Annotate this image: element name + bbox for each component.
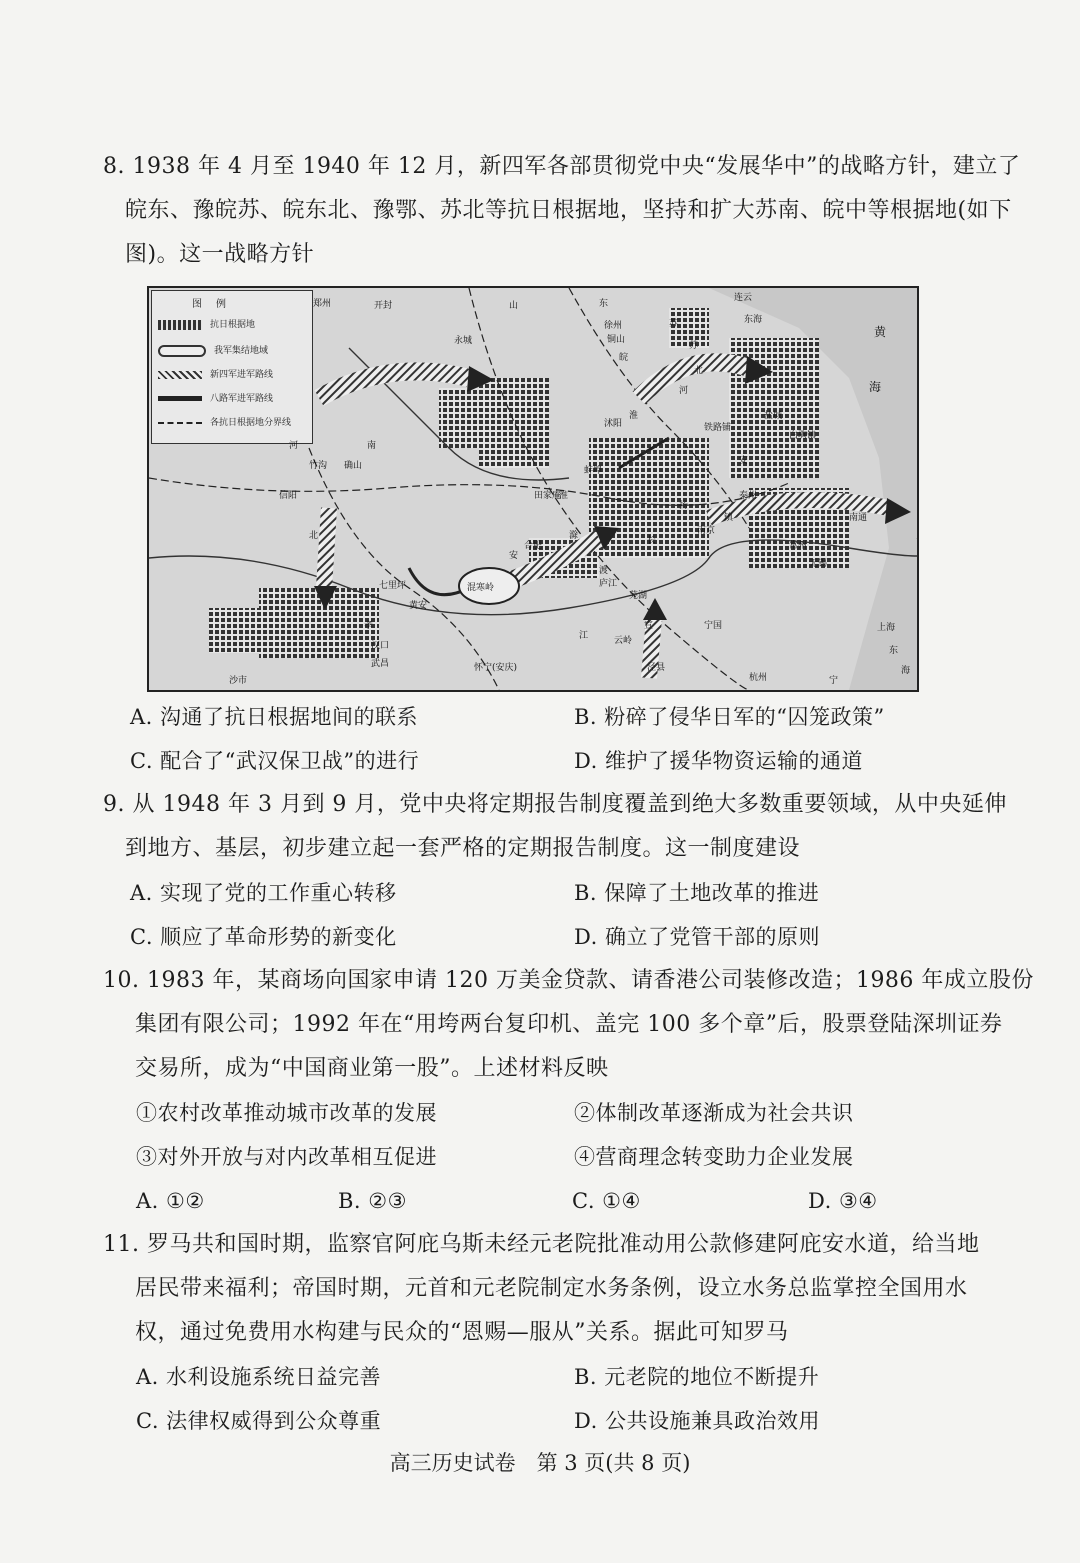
map-place-label: 苏: [689, 341, 699, 351]
map-place-label: 武昌: [371, 659, 390, 669]
q10-option-c: C. ①④: [572, 1189, 641, 1213]
map-place-label: 庐江: [599, 579, 618, 589]
legend-dashed-swatch: [158, 422, 202, 424]
q11-stem-line2: 居民带来福利；帝国时期，元首和元老院制定水务条例，设立水务总监掌控全国用水: [135, 1276, 968, 1301]
map-place-label: 徐州: [604, 321, 623, 331]
map-place-label: 开封: [374, 301, 393, 311]
legend-row-assembly: [158, 343, 268, 357]
q8-stem-line2: 皖东、豫皖苏、皖东北、豫鄂、苏北等抗日根据地，坚持和扩大苏南、皖中等根据地(如下: [125, 198, 1012, 223]
q10-stem-line1: 10. 1983 年，某商场向国家申请 120 万美金贷款、请香港公司装修改造；1986 年成立股份: [103, 968, 1034, 993]
map-place-label: 杭州: [749, 673, 768, 683]
map-place-label: 山: [509, 301, 519, 311]
map-place-label: 河: [289, 441, 299, 451]
map-place-label: 宁国: [704, 621, 723, 631]
map-place-label: 滁: [569, 531, 579, 541]
q9-option-a: A. 实现了党的工作重心转移: [130, 881, 397, 905]
map-place-label: 长: [647, 536, 657, 546]
map-place-label: 确山: [344, 461, 363, 471]
map-place-label: 东: [889, 646, 899, 656]
q9-option-b: B. 保障了土地改革的推进: [574, 881, 820, 905]
base-area: [439, 388, 489, 448]
map-place-label: 上海: [877, 623, 896, 633]
q8-option-c: C. 配合了“武汉保卫战”的进行: [130, 749, 420, 773]
legend-title: 图例: [192, 299, 240, 310]
map-place-label: 泾县: [647, 663, 666, 673]
q11-stem-line3: 权，通过免费用水构建与民众的“恩赐—服从”关系。据此可知罗马: [135, 1320, 789, 1345]
q10-item-4: ④营商理念转变助力企业发展: [574, 1145, 854, 1169]
map-place-label: 信阳: [279, 491, 298, 501]
map-place-label: 皖: [619, 353, 629, 363]
map-place-label: 安: [509, 551, 519, 561]
map-place-label: 混寒岭: [467, 583, 495, 593]
map-place-label: 郑州: [313, 299, 332, 309]
q8-option-b: B. 粉碎了侵华日军的“囚笼政策”: [574, 705, 885, 729]
map-place-label: 南京: [697, 526, 716, 536]
legend-ellipse-swatch: [158, 345, 206, 357]
legend-label: 抗日根据地: [210, 320, 256, 330]
q11-stem-line1: 11. 罗马共和国时期，监察官阿庇乌斯未经元老院批准动用公款修建阿庇安水道，给当地: [103, 1232, 980, 1257]
map-place-label: 无锡: [809, 559, 828, 569]
q8-option-d: D. 维护了援华物资运输的通道: [574, 749, 863, 773]
map-place-label: 竹沟: [309, 461, 328, 471]
map-sea-label: 黄: [874, 325, 887, 339]
q9-option-d: D. 确立了党管干部的原则: [574, 925, 820, 949]
map-place-label: 连云: [734, 293, 753, 303]
map-place-label: 淮: [559, 491, 569, 501]
q9-stem-line2: 到地方、基层，初步建立起一套严格的定期报告制度。这一制度建设: [125, 836, 801, 861]
q9-option-c: C. 顺应了革命形势的新变化: [130, 925, 397, 949]
q10-stem-line3: 交易所，成为“中国商业第一股”。上述材料反映: [135, 1056, 609, 1081]
map-place-label: 海: [901, 666, 911, 676]
legend-row-n4a: [158, 367, 273, 380]
legend-label: 八路军进军路线: [210, 394, 274, 404]
map-place-label: 河: [679, 386, 689, 396]
map-place-label: 云岭: [614, 636, 633, 646]
map-place-label: 七里坪: [379, 581, 407, 591]
map-place-label: 永城: [454, 336, 473, 346]
map-place-label: 渡: [599, 566, 609, 576]
legend-solid-arrow-swatch: [158, 396, 202, 401]
map-place-label: 东海: [744, 315, 763, 325]
map-place-label: 泰州: [739, 491, 758, 501]
q11-option-d: D. 公共设施兼具政治效用: [574, 1409, 820, 1433]
map-place-label: 宁: [829, 676, 839, 686]
q11-option-b: B. 元老院的地位不断提升: [574, 1365, 820, 1389]
map-place-label: 江: [579, 631, 589, 641]
map-place-label: 芜湖: [629, 591, 648, 601]
legend-row-boundary: [158, 415, 291, 428]
map-place-label: 合肥: [524, 541, 543, 551]
map-place-label: 扬: [679, 501, 689, 511]
q10-item-2: ②体制改革逐渐成为社会共识: [574, 1101, 854, 1125]
map-place-label: 铁路铺: [704, 423, 732, 433]
q10-item-1: ①农村改革推动城市改革的发展: [136, 1101, 437, 1125]
map-place-label: 黄安: [409, 601, 428, 611]
q11-option-a: A. 水利设施系统日益完善: [136, 1365, 382, 1389]
map-place-label: 常州: [789, 541, 808, 551]
map-place-label: 苏: [669, 319, 679, 329]
legend-row-8ra: [158, 391, 273, 404]
map-place-label: 北: [309, 531, 319, 541]
q8-stem-line1: 8. 1938 年 4 月至 1940 年 12 月，新四军各部贯彻党中央“发展华中”的战略方针，建立了: [103, 154, 1021, 179]
base-area: [479, 378, 549, 468]
legend-hatch-arrow-swatch: [158, 371, 202, 379]
map-place-label: 南: [367, 441, 377, 451]
map-place-label: 孝: [364, 621, 374, 631]
map-place-label: 蚌埠: [584, 466, 603, 476]
base-area: [209, 608, 269, 653]
map-place-label: 沭阳: [604, 419, 623, 429]
map-place-label: 东: [599, 299, 609, 309]
map-place-label: 怀宁(安庆): [474, 663, 518, 673]
q8-map-figure: [147, 286, 919, 692]
map-place-label: 白驹镇: [789, 431, 817, 441]
base-area: [259, 588, 379, 658]
map-place-label: 安: [739, 456, 749, 466]
map-place-label: 镇: [724, 513, 734, 523]
map-place-label: 北: [694, 366, 704, 376]
page-footer: 高三历史试卷 第 3 页(共 8 页): [389, 1451, 691, 1475]
legend-label: 我军集结地域: [214, 346, 269, 356]
q10-stem-line2: 集团有限公司；1992 年在“用垮两台复印机、盖完 100 多个章”后，股票登陆深圳证券: [135, 1012, 1003, 1037]
legend-grid-swatch: [158, 320, 202, 330]
map-place-label: 南通: [849, 513, 868, 523]
q9-stem-line1: 9. 从 1948 年 3 月到 9 月，党中央将定期报告制度覆盖到绝大多数重要领域，从中央延伸: [103, 792, 1007, 817]
q10-option-d: D. ③④: [808, 1189, 878, 1213]
legend-label: 新四军进军路线: [210, 370, 274, 380]
map-place-label: 盐城: [764, 411, 783, 421]
q11-option-c: C. 法律权威得到公众尊重: [136, 1409, 382, 1433]
map-place-label: 沙市: [229, 676, 248, 686]
map-sea-label: 海: [869, 380, 882, 394]
map-place-label: 田家庵: [534, 491, 562, 501]
map-place-label: 淮: [629, 411, 639, 421]
q8-option-a: A. 沟通了抗日根据地间的联系: [130, 705, 419, 729]
map-place-label: 汉口: [371, 641, 390, 651]
q8-stem-line3: 图)。这一战略方针: [125, 242, 315, 267]
legend-label: 各抗日根据地分界线: [210, 418, 292, 428]
q10-option-a: A. ①②: [136, 1189, 205, 1213]
map-legend: [151, 290, 313, 444]
legend-row-base: [158, 317, 255, 330]
map-place-label: 宣: [644, 621, 654, 631]
q10-item-3: ③对外开放与对内改革相互促进: [136, 1145, 437, 1169]
map-place-label: 铜山: [607, 335, 626, 345]
q10-option-b: B. ②③: [338, 1189, 407, 1213]
